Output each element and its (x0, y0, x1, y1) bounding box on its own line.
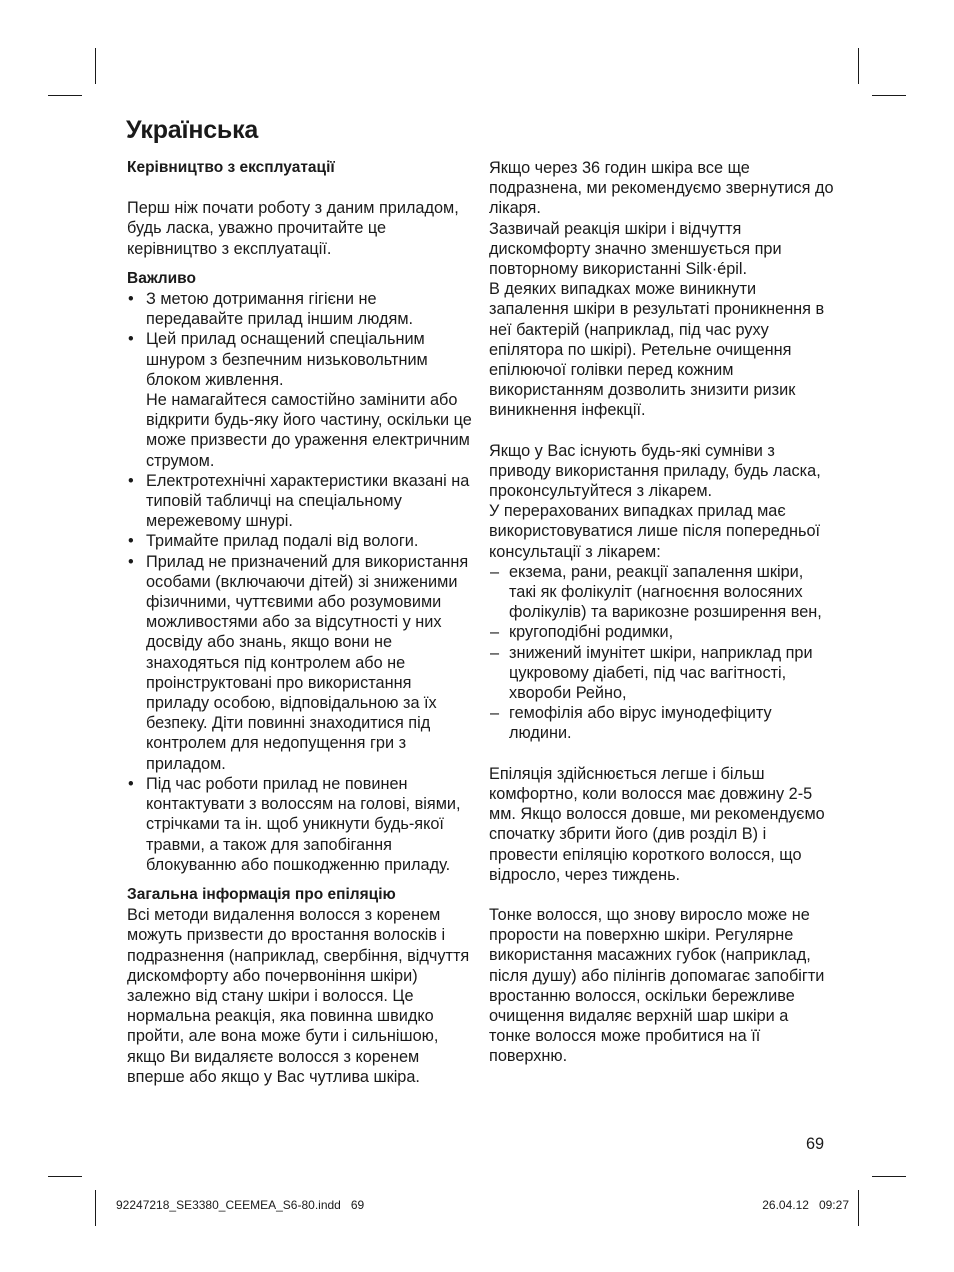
list-item: – кругоподібні родимки, (489, 622, 834, 642)
list-item: • Електротехнічні характеристики вказані на типовій табличці на спеціальному мережевому шнурі. (127, 471, 472, 532)
page-title: Українська (126, 116, 259, 144)
paragraph: Якщо через 36 годин шкіра все ще подразнена, ми рекомендуємо звернутися до лікаря. (489, 159, 834, 218)
page-number: 69 (806, 1135, 825, 1153)
general-heading: Загальна інформація про епіляцію (127, 885, 396, 903)
paragraph: Зазвичай реакція шкіри і відчуття дискомфорту значно зменшується при повторному використанні Silk·épil. (489, 219, 782, 279)
list-item: – екзема, рани, реакції запалення шкіри, такі як фолікуліт (нагноєння волосяних фолікулів) та варикозне розширення вен, (489, 562, 834, 623)
crop-mark (48, 95, 82, 96)
crop-mark (872, 95, 906, 96)
paragraph: В деяких випадках може виникнути запалення шкіри в результаті проникнення в неї бактерій (наприклад, під час руху епілятора по шкірі). Ретельне очищення епілюючої голівки перед кожним використанням дозволить знизити ризик виникнення інфекції. (489, 280, 825, 420)
paragraph: Якщо у Вас існують будь-які сумніви з приводу використання приладу, будь ласка, проконсультуйтеся з лікарем. (489, 441, 821, 501)
footer-timestamp: 26.04.12 09:27 (762, 1198, 849, 1212)
right-column (489, 158, 834, 1067)
condition-list (489, 562, 834, 744)
list-item: • Цей прилад оснащений спеціальним шнуром з безпечним низьковольтним блоком живлення. Не намагайтеся самостійно замінити або відкрити будь-яку його частину, оскільки це може призвести до ураження електричним струмом. (127, 329, 472, 470)
list-item: – гемофілія або вірус імунодефіциту людини. (489, 703, 834, 743)
general-paragraph: Всі методи видалення волосся з коренем можуть призвести до вростання волосків і подразнення (наприклад, свербіння, відчуття дискомфорту або почервоніння шкіри) залежно від стану шкіри і волосся. Це нормальна реакція, яка повинна швидко пройти, але вона може бути і сильнішою, якщо Ви видаляєте волосся з коренем вперше або якщо у Вас чутлива шкіра. (127, 906, 470, 1086)
crop-mark (858, 48, 859, 84)
crop-mark (858, 1190, 859, 1226)
list-item: – знижений імунітет шкіри, наприклад при цукровому діабеті, під час вагітності, хвороби Рейно, (489, 643, 834, 704)
list-item: • Прилад не призначений для використання особами (включаючи дітей) зі зниженими фізичними, чуттєвими або розумовими можливостями або за відсутності у них досвіду або знань, якщо вони не знаходяться під контролем або не проінструктовані про використання приладу особою, відповідальною за їх безпеку. Діти повинні знаходитися під контролем для недопущення гри з приладом. (127, 552, 472, 774)
list-item: • З метою дотримання гігієни не передавайте прилад іншим людям. (127, 289, 472, 329)
left-column (127, 158, 472, 1087)
manual-heading: Керівництво з експлуатації (127, 159, 335, 176)
crop-mark (872, 1176, 906, 1177)
important-list (127, 289, 472, 875)
important-heading: Важливо (127, 269, 196, 287)
intro-paragraph: Перш ніж почати роботу з даним приладом, будь ласка, уважно прочитайте це керівництво з експлуатації. (127, 199, 459, 258)
list-item: • Тримайте прилад подалі від вологи. (127, 531, 472, 551)
list-item: • Під час роботи прилад не повинен контактувати з волоссям на голові, віями, стрічками та ін. щоб уникнути будь-якої травми, а також для запобігання блокуванню або пошкодженню приладу. (127, 774, 472, 875)
footer-file: 92247218_SE3380_CEEMEA_S6-80.indd 69 (116, 1198, 365, 1212)
list-item-extra: Не намагайтеся самостійно замінити або відкрити будь-яку його частину, оскільки це може призвести до ураження електричним струмом. (146, 391, 472, 470)
crop-mark (95, 48, 96, 84)
paragraph: Епіляція здійснюється легше і більш комфортно, коли волосся має довжину 2-5 мм. Якщо волосся довше, ми рекомендуємо спочатку збрити його (див розділ B) і провести епіляцію короткого волосся, що відросло, через тиждень. (489, 764, 825, 884)
crop-mark (95, 1190, 96, 1226)
paragraph: У перерахованих випадках прилад має використовуватися лише після попередньої консультації з лікарем: (489, 502, 821, 561)
crop-mark (48, 1176, 82, 1177)
paragraph: Тонке волосся, що знову виросло може не прорости на поверхню шкіри. Регулярне використання масажних губок (наприклад, після душу) або пілінгів допомагає запобігти вростанню волосся, оскільки бережливе очищення видаляє верхній шар шкіри а тонке волосся може пробитися на її поверхню. (489, 905, 825, 1066)
